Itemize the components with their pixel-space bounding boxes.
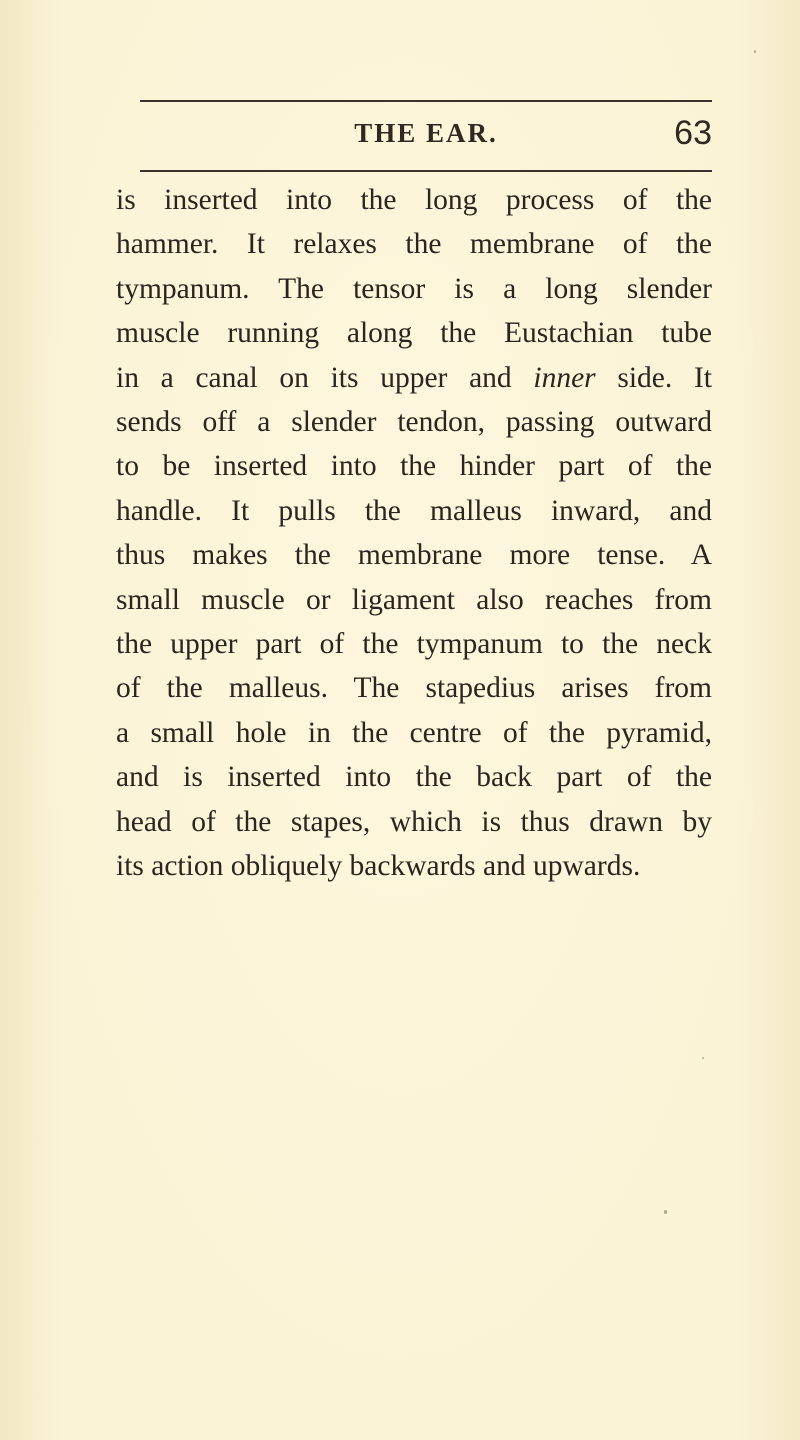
running-header — [140, 110, 712, 158]
text-line: tympanum. The tensor is a long slender — [116, 272, 712, 305]
header-top-rule — [140, 100, 712, 102]
body-paragraph — [116, 178, 712, 889]
paper-speck — [754, 50, 756, 53]
header-bottom-rule — [140, 170, 712, 172]
text-line: small muscle or ligament also reaches from — [116, 583, 712, 616]
text-line: handle. It pulls the malleus inward, and — [116, 494, 712, 527]
text-line: to be inserted into the hinder part of the — [116, 450, 712, 483]
text-line: muscle running along the Eustachian tube — [116, 317, 712, 350]
text-line: is inserted into the long process of the — [116, 184, 712, 216]
text-line: head of the stapes, which is thus drawn by — [116, 805, 712, 838]
text-line: hammer. It relaxes the membrane of the — [116, 228, 712, 261]
text-line: and is inserted into the back part of the — [116, 761, 712, 794]
text-line — [116, 356, 712, 400]
text-line: a small hole in the centre of the pyramid, — [116, 716, 712, 749]
page-number: 63 — [674, 114, 712, 152]
text-line: the upper part of the tympanum to the neck — [116, 628, 712, 661]
text-line: sends off a slender tendon, passing outward — [116, 406, 712, 439]
text-line: thus makes the membrane more tense. A — [116, 539, 712, 572]
text-segment: in a canal on its upper and — [116, 361, 512, 394]
paper-speck — [702, 1057, 704, 1059]
text-line: its action obliquely backwards and upwards. — [116, 850, 641, 883]
paper-speck — [664, 1210, 667, 1214]
text-line: of the malleus. The stapedius arises from — [116, 672, 712, 705]
italic-word: inner — [533, 361, 596, 394]
text-segment: side. It — [595, 361, 713, 394]
running-head-title: THE EAR. — [354, 118, 498, 148]
